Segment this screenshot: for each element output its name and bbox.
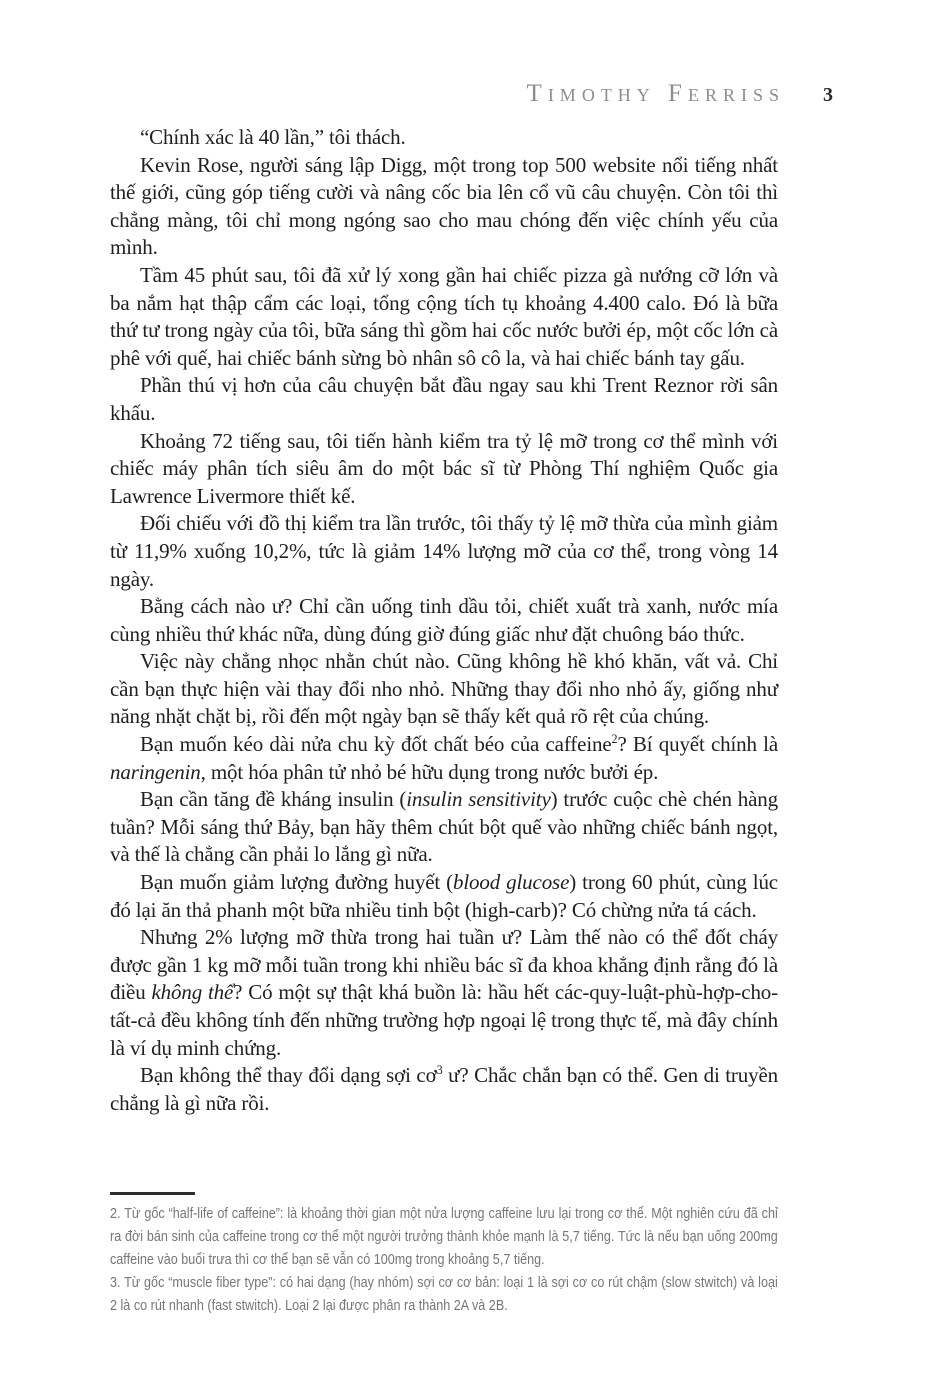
paragraph	[110, 428, 778, 511]
text-segment: Nhưng 2% lượng mỡ thừa trong hai tuần ư? Làm thế nào có thể đốt cháy được gần 1 kg mỡ mỗi tuần trong khi nhiều bác sĩ đa khoa khẳng định rằng đó là điều	[110, 925, 778, 1005]
text-segment: , một hóa phân tử nhỏ bé hữu dụng trong nước bưởi ép.	[200, 759, 659, 784]
running-head: Timothy Ferriss	[526, 80, 785, 107]
text-segment: Khoảng 72 tiếng sau, tôi tiến hành kiểm tra tỷ lệ mỡ trong cơ thể mình với chiếc máy phân tích siêu âm do một bác sĩ từ Phòng Thí nghiệm Quốc gia Lawrence Livermore thiết kế.	[110, 428, 778, 508]
text-segment: Đối chiếu với đồ thị kiểm tra lần trước, tôi thấy tỷ lệ mỡ thừa của mình giảm từ 11,9% xuống 10,2%, tức là giảm 14% lượng mỡ của cơ thể, trong vòng 14 ngày.	[110, 511, 778, 591]
footnote-separator-rule	[110, 1192, 195, 1195]
text-segment: Bạn muốn kéo dài nửa chu kỳ đốt chất béo của caffeine	[140, 732, 612, 757]
text-segment: “Chính xác là 40 lần,” tôi thách.	[140, 125, 406, 149]
footnote: 3. Từ gốc “muscle fiber type”: có hai dạng (hay nhóm) sợi cơ cơ bản: loại 1 là sợi cơ co rút chậm (slow stwitch) và loại 2 là co rút nhanh (fast stwitch). Loại 2 lại được phân ra thành 2A và 2B.	[110, 1274, 778, 1314]
body-text	[110, 124, 778, 1117]
paragraph	[110, 124, 778, 152]
paragraph	[110, 510, 778, 593]
footnote: 2. Từ gốc “half-life of caffeine”: là khoảng thời gian một nửa lượng caffeine lưu lại trong cơ thể. Một nghiên cứu đã chỉ ra đời bán sinh của caffeine trong cơ thể một người trưởng thành khỏe mạnh là 5,7 tiếng. Tức là nếu bạn uống 200mg caffeine vào buổi trưa thì cơ thể bạn sẽ vẫn có 100mg trong khoảng 5,7 tiếng.	[110, 1205, 778, 1268]
paragraph	[110, 1062, 778, 1117]
page-number: 3	[823, 84, 833, 106]
paragraph	[110, 924, 778, 1062]
text-segment: Tầm 45 phút sau, tôi đã xử lý xong gần hai chiếc pizza gà nướng cỡ lớn và ba nắm hạt thập cẩm các loại, tổng cộng tích tụ khoảng 4.400 calo. Đó là bữa thứ tư trong ngày của tôi, bữa sáng thì gồm hai cốc nước bưởi ép, một cốc lớn cà phê với quế, hai chiếc bánh sừng bò nhân sô cô la, và hai chiếc bánh tay gấu.	[110, 262, 778, 370]
italic-text: không thể	[151, 980, 234, 1005]
paragraph	[110, 262, 778, 372]
text-segment: Kevin Rose, người sáng lập Digg, một trong top 500 website nổi tiếng nhất thế giới, cũng góp tiếng cười và nâng cốc bia lên cổ vũ câu chuyện. Còn tôi thì chẳng màng, tôi chỉ mong ngóng sao cho mau chóng đến việc chính yếu của mình.	[110, 152, 778, 260]
text-segment: ư? Chắc chắn bạn có thể. Gen di truyền chẳng là gì nữa rồi.	[110, 1063, 778, 1115]
italic-text: insulin sensitivity	[406, 787, 551, 812]
paragraph	[110, 869, 778, 924]
footnote-reference: 3	[436, 1063, 443, 1078]
paragraph	[110, 786, 778, 869]
footnotes-section	[110, 1192, 778, 1317]
text-segment: ) trước cuộc chè chén hàng tuần? Mỗi sáng thứ Bảy, bạn hãy thêm chút bột quế vào những chiếc bánh ngọt, và thế là chẳng cần phải lo lắng gì nữa.	[110, 787, 778, 867]
footnote-reference: 2	[611, 732, 618, 747]
paragraph	[110, 593, 778, 648]
text-segment: Bạn muốn giảm lượng đường huyết (	[140, 870, 453, 895]
italic-text: naringenin	[110, 759, 201, 784]
text-segment: ? Bí quyết chính là	[617, 732, 778, 757]
text-segment: ? Có một sự thật khá buồn là: hầu hết các-quy-luật-phù-hợp-cho-tất-cả đều không tính đến những trường hợp ngoại lệ trong thực tế, mà đây chính là ví dụ minh chứng.	[110, 980, 778, 1060]
paragraph	[110, 372, 778, 427]
text-segment: Bằng cách nào ư? Chỉ cần uống tinh dầu tỏi, chiết xuất trà xanh, nước mía cùng nhiều thứ khác nữa, dùng đúng giờ đúng giấc như đặt chuông báo thức.	[110, 594, 778, 646]
text-segment: ) trong 60 phút, cùng lúc đó lại ăn thả phanh một bữa nhiều tinh bột (high-carb)? Có chừng nửa tá cách.	[110, 870, 778, 922]
text-segment: Việc này chẳng nhọc nhằn chút nào. Cũng không hề khó khăn, vất vả. Chỉ cần bạn thực hiện vài thay đổi nho nhỏ. Những thay đổi nho nhỏ ấy, giống như năng nhặt chặt bị, rồi đến một ngày bạn sẽ thấy kết quả rõ rệt của chúng.	[110, 649, 778, 729]
text-segment: Bạn cần tăng đề kháng insulin (	[140, 787, 407, 812]
footnote-list	[110, 1202, 778, 1317]
page-header	[110, 80, 833, 108]
italic-text: blood glucose	[452, 870, 570, 895]
text-segment: Phần thú vị hơn của câu chuyện bắt đầu ngay sau khi Trent Reznor rời sân khấu.	[110, 373, 778, 425]
paragraph	[110, 731, 778, 786]
text-segment: Bạn không thể thay đổi dạng sợi cơ	[140, 1063, 437, 1088]
paragraph	[110, 152, 778, 262]
paragraph	[110, 648, 778, 731]
